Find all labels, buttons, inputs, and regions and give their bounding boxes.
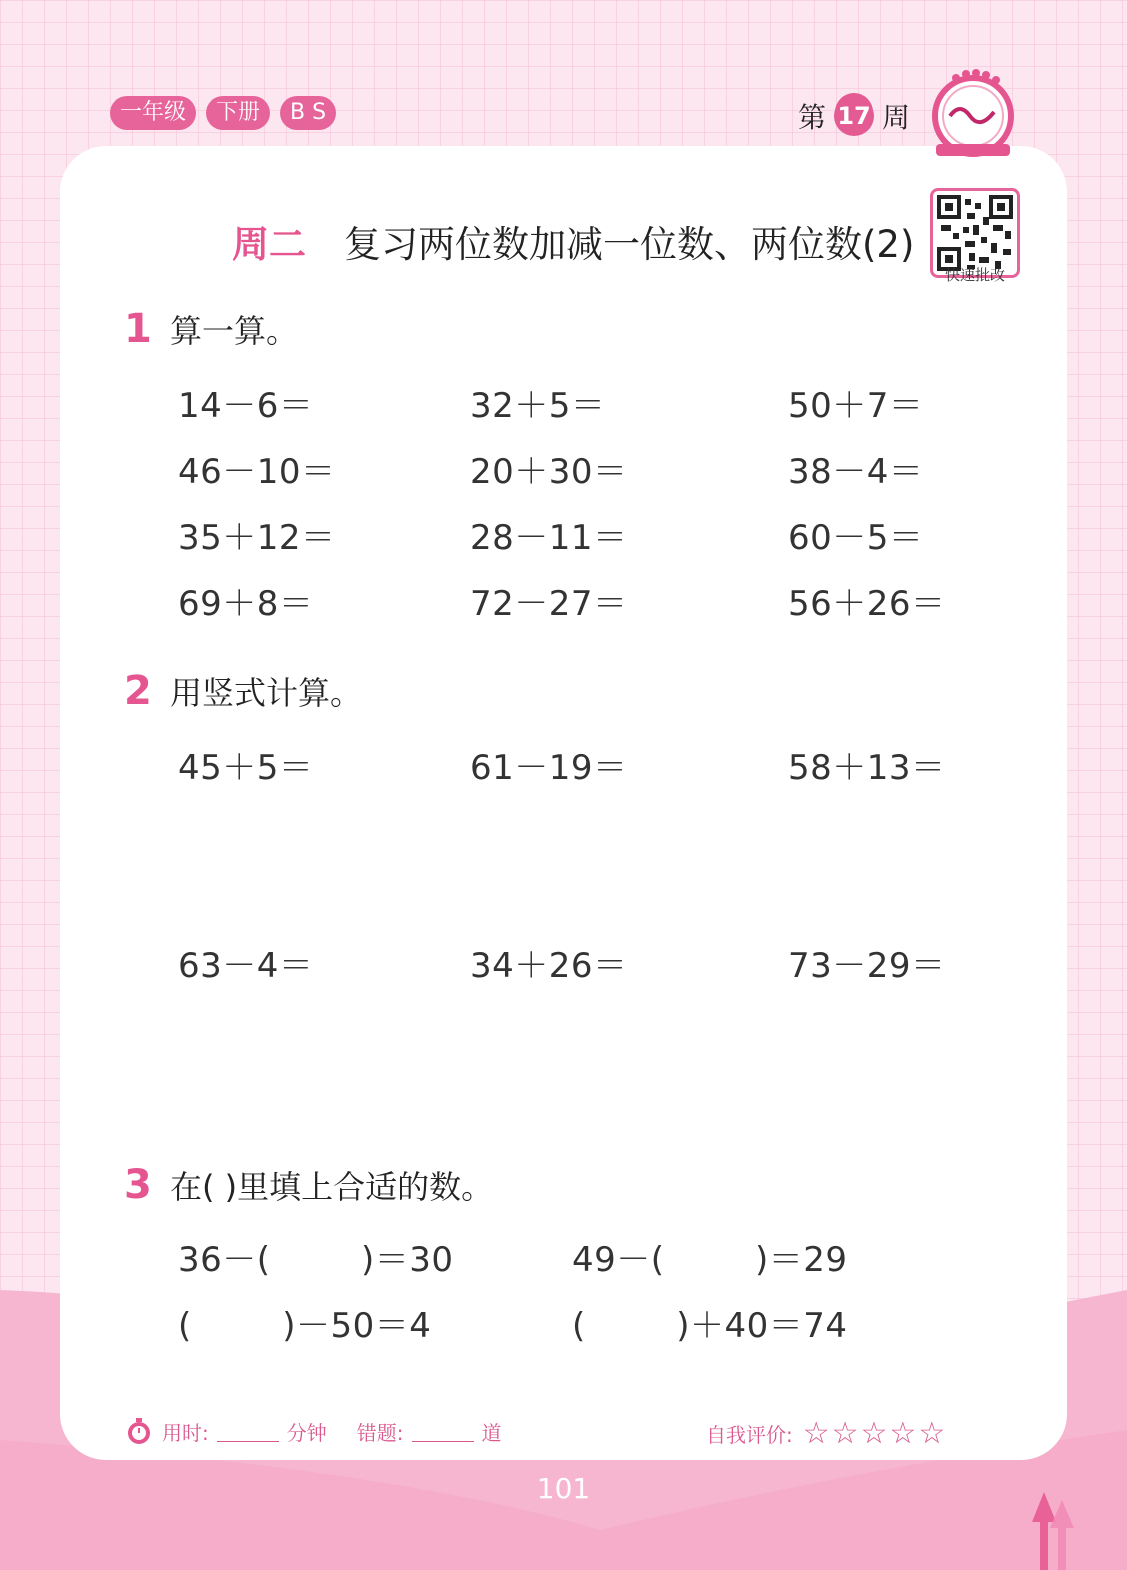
- equation: 58＋13＝: [788, 748, 946, 788]
- week-prefix: 第: [798, 101, 827, 134]
- time-blank[interactable]: [217, 1421, 279, 1442]
- equation: 45＋5＝: [178, 748, 314, 788]
- stopwatch-icon: [124, 1416, 154, 1446]
- section-2-heading: [124, 668, 362, 714]
- volume-tag: 下册: [206, 96, 270, 130]
- equation: 38－4＝: [788, 452, 924, 492]
- equation: 20＋30＝: [470, 452, 628, 492]
- week-number: 17: [834, 96, 874, 136]
- errors-unit: 道: [481, 1420, 502, 1445]
- fill-blank-equation: 36－( )＝30: [178, 1240, 454, 1280]
- section-1-heading: [124, 306, 298, 352]
- grade-tag: 一年级: [110, 96, 196, 130]
- page-title: [232, 214, 914, 268]
- section-label: 用竖式计算。: [170, 674, 363, 712]
- equation: 60－5＝: [788, 518, 924, 558]
- equation: 34＋26＝: [470, 946, 628, 986]
- qr-label: 快速批改: [944, 266, 1005, 284]
- equation: 72－27＝: [470, 584, 628, 624]
- fill-blank-equation: ( )＋40＝74: [572, 1306, 848, 1346]
- section-number: 1: [124, 306, 152, 352]
- errors-label: 错题:: [356, 1420, 404, 1445]
- equation: 56＋26＝: [788, 584, 946, 624]
- brand-logo-icon: [928, 66, 1018, 162]
- grade-tags: [110, 96, 336, 130]
- section-3-heading: [124, 1162, 493, 1208]
- edition-tag: B S: [280, 96, 336, 130]
- fill-blank-equation: ( )－50＝4: [178, 1306, 432, 1346]
- rating-stars[interactable]: ☆☆☆☆☆: [802, 1416, 948, 1451]
- section-number: 3: [124, 1162, 152, 1208]
- equation: 46－10＝: [178, 452, 336, 492]
- equation: 28－11＝: [470, 518, 628, 558]
- equation: 32＋5＝: [470, 386, 606, 426]
- self-eval-label: 自我评价:: [706, 1423, 793, 1447]
- title-text: 复习两位数加减一位数、两位数(2): [344, 223, 915, 266]
- equation: 35＋12＝: [178, 518, 336, 558]
- section-number: 2: [124, 668, 152, 714]
- time-and-errors: [124, 1416, 502, 1446]
- errors-blank[interactable]: [412, 1421, 474, 1442]
- equation: 73－29＝: [788, 946, 946, 986]
- equation: 61－19＝: [470, 748, 628, 788]
- self-evaluation: [706, 1416, 947, 1451]
- section-label: 在( )里填上合适的数。: [170, 1168, 494, 1206]
- fill-blank-equation: 49－( )＝29: [572, 1240, 848, 1280]
- week-suffix: 周: [882, 101, 911, 134]
- decorative-arrows-icon: [1030, 1492, 1076, 1570]
- equation: 50＋7＝: [788, 386, 924, 426]
- equation: 14－6＝: [178, 386, 314, 426]
- week-indicator: [798, 96, 910, 136]
- equation: 63－4＝: [178, 946, 314, 986]
- section-label: 算一算。: [170, 312, 299, 350]
- equation: 69＋8＝: [178, 584, 314, 624]
- page-number: 101: [536, 1472, 591, 1505]
- title-day: 周二: [232, 223, 306, 266]
- time-unit: 分钟: [286, 1420, 327, 1445]
- time-label: 用时:: [162, 1420, 209, 1445]
